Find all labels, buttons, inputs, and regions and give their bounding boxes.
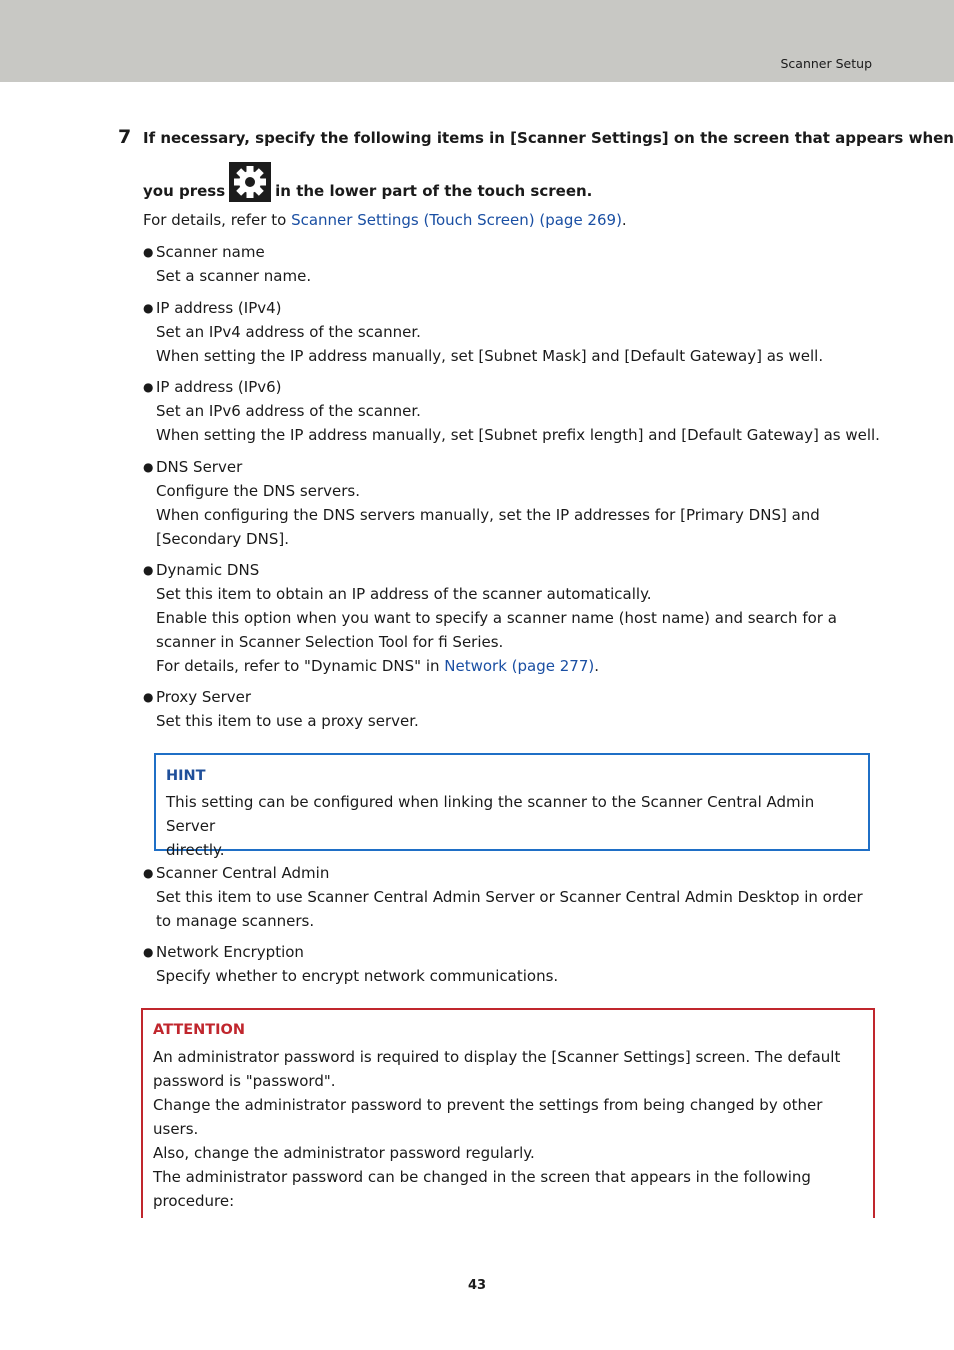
scanner-settings-link[interactable]: Scanner Settings (Touch Screen) (page 269) bbox=[291, 211, 622, 229]
bullet-icon: ● bbox=[143, 460, 154, 474]
hint-box bbox=[154, 753, 870, 859]
bullet-icon: ● bbox=[143, 380, 154, 394]
bullet-icon: ● bbox=[143, 690, 154, 704]
list-item-dns-server: ● DNS Server Configure the DNS servers. When configuring the DNS servers manually, set the IP addresses for [Primary DNS] and [Secondary DNS]. bbox=[143, 455, 883, 551]
list-item-scanner-central-admin: ● Scanner Central Admin Set this item to use Scanner Central Admin Server or Scanner Central Admin Desktop in order to manage scanners. bbox=[143, 861, 883, 933]
step-number: 7 bbox=[118, 126, 132, 148]
list-item-ipv6: ● IP address (IPv6) Set an IPv6 address of the scanner. When setting the IP address manually, set [Subnet prefix length] and [Default Gateway] as well. bbox=[143, 375, 883, 447]
attention-label: ATTENTION bbox=[153, 1022, 245, 1038]
step-heading-line1: If necessary, specify the following items in [Scanner Settings] on the screen that appears when bbox=[143, 129, 954, 147]
bullet-icon: ● bbox=[143, 866, 154, 880]
page-header bbox=[0, 0, 954, 82]
list-item-dynamic-dns: ● Dynamic DNS Set this item to obtain an IP address of the scanner automatically. Enable this option when you want to specify a scanner name (host name) and search for a scanner in Scanner Selection Tool for fi Series. For details, refer to "Dynamic DNS" in Network (page 277). bbox=[143, 558, 883, 678]
attention-box bbox=[141, 1008, 875, 1218]
header-title: Scanner Setup bbox=[780, 56, 872, 71]
dynamic-dns-reference: For details, refer to "Dynamic DNS" in Network (page 277). bbox=[156, 657, 600, 675]
step-heading-before-icon: you press bbox=[143, 182, 226, 200]
attention-text: An administrator password is required to display the [Scanner Settings] screen. The default password is "password". Change the administrator password to prevent the settings from being changed by other users. Also, change the administrator password regularly. The administrator password can be changed in the screen that appears in the following procedure: bbox=[153, 1048, 841, 1210]
list-item-proxy-server: ● Proxy Server Set this item to use a proxy server. bbox=[143, 685, 883, 733]
hint-label: HINT bbox=[166, 768, 206, 784]
list-item-network-encryption: ● Network Encryption Specify whether to encrypt network communications. bbox=[143, 940, 883, 988]
list-item-scanner-name: ● Scanner name Set a scanner name. bbox=[143, 240, 883, 288]
bullet-icon: ● bbox=[143, 245, 154, 259]
bullet-icon: ● bbox=[143, 563, 154, 577]
bullet-icon: ● bbox=[143, 945, 154, 959]
step-heading-line2 bbox=[143, 160, 592, 200]
list-item-ipv4: ● IP address (IPv4) Set an IPv4 address of the scanner. When setting the IP address manually, set [Subnet Mask] and [Default Gateway] as well. bbox=[143, 296, 883, 368]
step-heading-after-icon: in the lower part of the touch screen. bbox=[275, 182, 593, 200]
gear-icon bbox=[229, 162, 271, 202]
network-link[interactable]: Network (page 277) bbox=[444, 657, 595, 675]
hint-text: This setting can be configured when linking the scanner to the Scanner Central Admin Server directly. bbox=[166, 793, 815, 859]
details-reference: For details, refer to Scanner Settings (Touch Screen) (page 269). bbox=[143, 211, 627, 229]
bullet-icon: ● bbox=[143, 301, 154, 315]
page-number: 43 bbox=[467, 1278, 487, 1293]
